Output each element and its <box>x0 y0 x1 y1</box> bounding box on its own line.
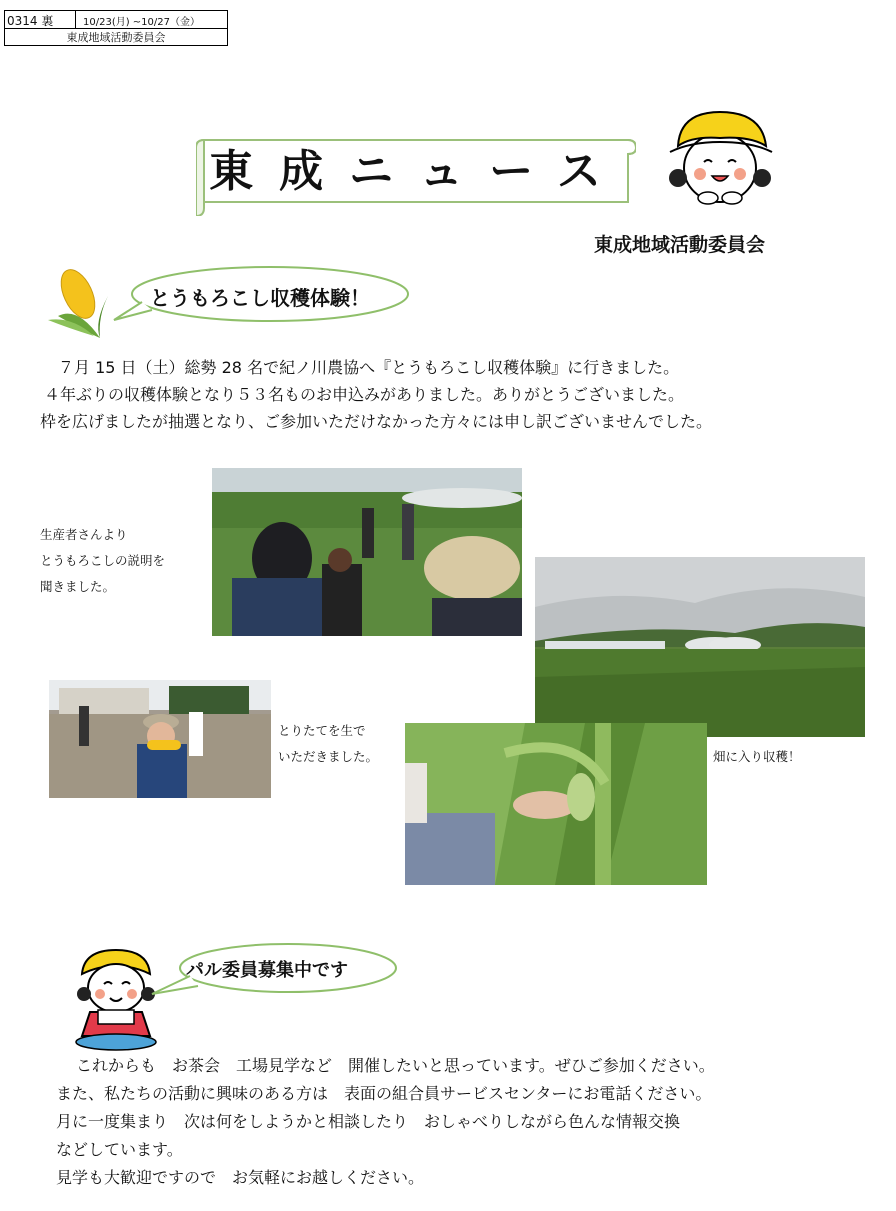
section1-heading: とうもろこし収穫体験！ <box>150 286 370 310</box>
caption-harvest: 畑に入り収穫！ <box>713 749 801 764</box>
mascot-face-icon <box>660 106 780 208</box>
banner-title: 東成ニュース <box>209 146 627 197</box>
section1-text <box>40 354 712 435</box>
caption-explanation: 生産者さんより とうもろこしの説明を 聞きました。 <box>40 527 166 594</box>
corn-icon <box>48 266 118 340</box>
header-org: 東成地域活動委員会 <box>66 31 166 44</box>
photo-eating-corn <box>49 680 271 798</box>
paragraph-line: などしています。 <box>56 1140 183 1159</box>
news-banner <box>196 132 636 216</box>
issue-code: 0314 裏 <box>7 14 54 28</box>
paragraph-line: また、私たちの活動に興味のある方は 表面の組合員サービスセンターにお電話ください。 <box>56 1084 712 1103</box>
paragraph-line: 月に一度集まり 次は何をしようかと相談したり おしゃべりしながら色んな情報交換 <box>56 1112 681 1131</box>
issue-dates: 10/23(月) ~10/27（金） <box>83 17 200 28</box>
section2-heading: パル委員募集中です <box>186 960 348 981</box>
paragraph-line: これからも お茶会 工場見学など 開催したいと思っています。ぜひご参加ください。 <box>76 1056 715 1075</box>
paragraph-line: ７月 15 日（土）総勢 28 名で紀ノ川農協へ『とうもろこし収穫体験』に行きました。 <box>58 358 680 377</box>
caption-eat-fresh: とりたてを生で いただきました。 <box>278 723 379 764</box>
paragraph-line: 見学も大歓迎ですので お気軽にお越しください。 <box>56 1168 425 1187</box>
header-stamp <box>4 10 228 46</box>
banner-org-name: 東成地域活動委員会 <box>594 234 766 256</box>
paragraph-line: 枠を広げましたが抽選となり、ご参加いただけなかった方々には申し訳ございませんでした。 <box>40 412 713 431</box>
photo-cornfield-landscape <box>535 557 865 737</box>
section2-text <box>56 1052 715 1192</box>
photo-harvest-hand <box>405 723 707 885</box>
paragraph-line: ４年ぶりの収穫体験となり５３名ものお申込みがありました。ありがとうございました。 <box>44 385 685 404</box>
photo-group-explanation <box>212 468 522 636</box>
mascot-kneeling-icon <box>70 948 162 1052</box>
